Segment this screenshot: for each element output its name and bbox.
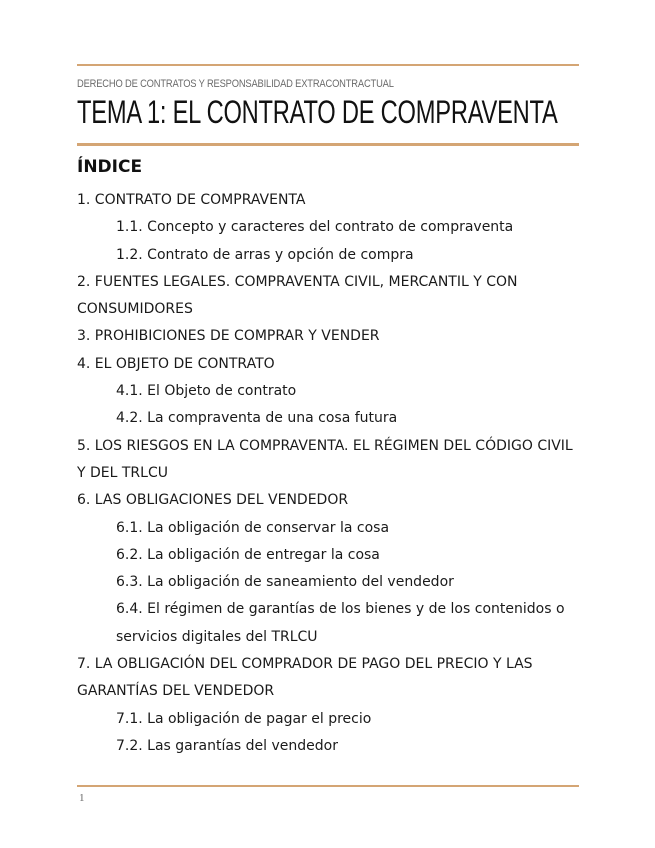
toc-item: 3. PROHIBICIONES DE COMPRAR Y VENDER bbox=[77, 328, 380, 345]
footer-rule bbox=[77, 785, 579, 787]
toc-item: 7. LA OBLIGACIÓN DEL COMPRADOR DE PAGO DEL PRECIO Y LAS GARANTÍAS DEL VENDEDOR bbox=[77, 656, 533, 700]
toc-subitem: 6.2. La obligación de entregar la cosa bbox=[116, 546, 380, 563]
toc-subitem: 4.1. El Objeto de contrato bbox=[116, 383, 297, 400]
header-top-rule bbox=[77, 64, 579, 66]
toc-subitem: 7.2. Las garantías del vendedor bbox=[116, 737, 338, 754]
course-subject: DERECHO DE CONTRATOS Y RESPONSABILIDAD EXTRACONTRACTUAL bbox=[77, 78, 394, 90]
toc-subitem: 4.2. La compraventa de una cosa futura bbox=[116, 410, 398, 427]
toc-item: 1. CONTRATO DE COMPRAVENTA bbox=[77, 192, 306, 208]
toc-subitem: 1.2. Contrato de arras y opción de compra bbox=[116, 246, 414, 263]
toc-subitem: 1.1. Concepto y caracteres del contrato de compraventa bbox=[116, 219, 514, 236]
toc-item: 2. FUENTES LEGALES. COMPRAVENTA CIVIL, MERCANTIL Y CON CONSUMIDORES bbox=[77, 273, 518, 318]
toc-item: 4. EL OBJETO DE CONTRATO bbox=[77, 355, 275, 372]
toc-subitem: 6.3. La obligación de saneamiento del vendedor bbox=[116, 574, 454, 591]
toc-subitem: 6.1. La obligación de conservar la cosa bbox=[116, 519, 390, 536]
toc-subitem: 7.1. La obligación de pagar el precio bbox=[116, 710, 372, 727]
table-of-contents bbox=[77, 187, 579, 760]
index-heading: ÍNDICE bbox=[77, 157, 143, 177]
toc-item: 5. LOS RIESGOS EN LA COMPRAVENTA. EL RÉGIMEN DEL CÓDIGO CIVIL Y DEL TRLCU bbox=[77, 437, 573, 481]
page-title: TEMA 1: EL CONTRATO DE COMPRAVENTA bbox=[77, 94, 558, 130]
page-number: 1 bbox=[79, 792, 85, 804]
toc-item: 6. LAS OBLIGACIONES DEL VENDEDOR bbox=[77, 492, 349, 509]
header-bottom-rule bbox=[77, 143, 579, 146]
toc-subitem: 6.4. El régimen de garantías de los bienes y de los contenidos o servicios digitales del TRLCU bbox=[116, 601, 565, 645]
